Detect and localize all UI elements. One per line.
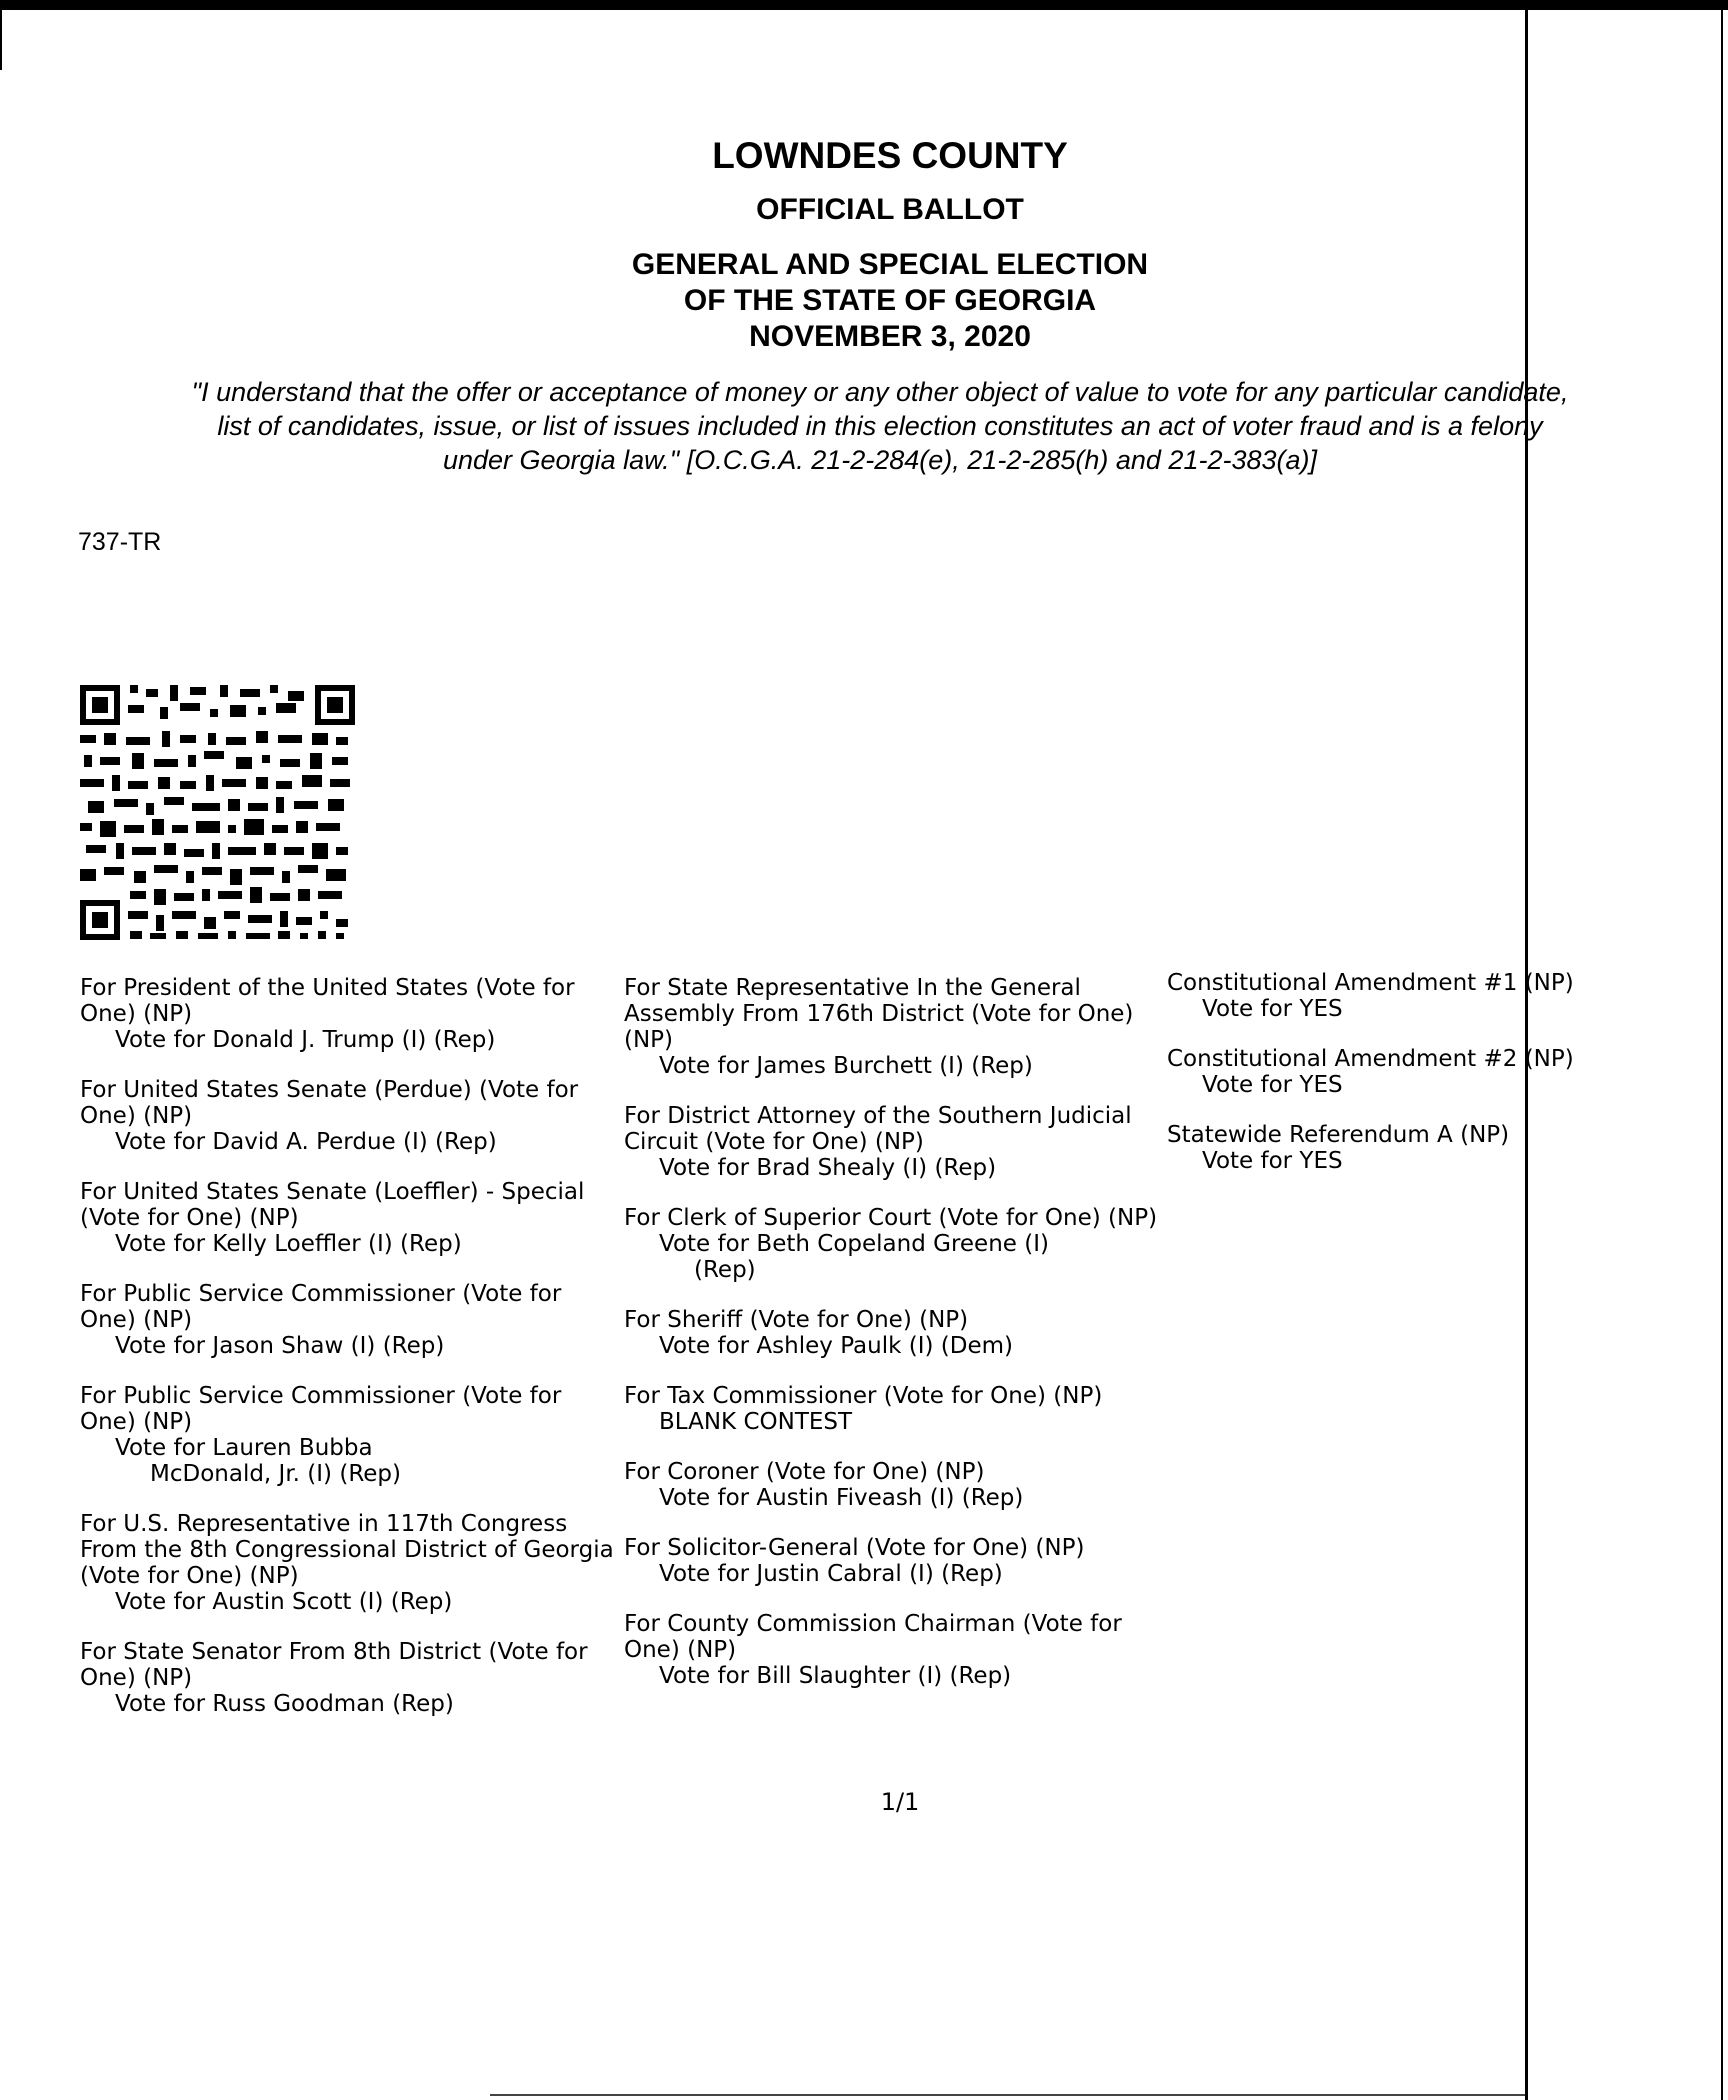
contest-president	[80, 975, 620, 1053]
left-border	[0, 0, 2, 70]
contest-vote-continued: (Rep)	[694, 1257, 756, 1283]
oath-line: list of candidates, issue, or list of issues included in this election constitutes an act of voter fraud and is a felony	[217, 411, 1543, 441]
contest-sheriff	[624, 1307, 1164, 1359]
contest-tax-commissioner	[624, 1383, 1164, 1435]
contest-title: For County Commission Chairman (Vote for One) (NP)	[624, 1611, 1122, 1663]
contest-title: For Coroner (Vote for One) (NP)	[624, 1459, 985, 1485]
contest-title: Constitutional Amendment #1 (NP)	[1167, 970, 1574, 996]
contest-title: For United States Senate (Perdue) (Vote for One) (NP)	[80, 1077, 579, 1129]
contest-title: For Public Service Commissioner (Vote for One) (NP)	[80, 1281, 562, 1333]
contest-vote: Vote for Justin Cabral (I) (Rep)	[659, 1561, 1003, 1587]
contest-us-representative	[80, 1511, 620, 1615]
ballot-id: 737-TR	[78, 528, 162, 556]
voter-fraud-oath	[60, 375, 1700, 477]
contest-state-senator	[80, 1639, 620, 1717]
election-line1: GENERAL AND SPECIAL ELECTION	[631, 248, 1149, 281]
contest-title: For United States Senate (Loeffler) - Special (Vote for One) (NP)	[80, 1179, 585, 1231]
contest-column-middle	[624, 975, 1164, 1713]
contest-vote: Vote for Jason Shaw (I) (Rep)	[115, 1333, 445, 1359]
bottom-border	[490, 2094, 1525, 2096]
contest-vote: Vote for YES	[1202, 996, 1343, 1022]
contest-vote: Vote for YES	[1202, 1072, 1343, 1098]
contest-vote: Vote for Beth Copeland Greene (I)	[659, 1231, 1049, 1257]
contest-vote: Vote for Austin Fiveash (I) (Rep)	[659, 1485, 1024, 1511]
contest-title: Statewide Referendum A (NP)	[1167, 1122, 1510, 1148]
contest-title: For State Representative In the General Assembly From 176th District (Vote for One) (NP)	[624, 975, 1134, 1053]
qr-code-icon	[80, 685, 355, 940]
election-title	[0, 247, 1728, 355]
contest-senate-perdue	[80, 1077, 620, 1155]
contest-vote: Vote for YES	[1202, 1148, 1343, 1174]
contest-vote: Vote for Bill Slaughter (I) (Rep)	[659, 1663, 1012, 1689]
contest-column-left	[80, 975, 620, 1741]
contest-title: For President of the United States (Vote for One) (NP)	[80, 975, 575, 1027]
county-title: LOWNDES COUNTY	[712, 135, 1068, 176]
contest-vote: Vote for James Burchett (I) (Rep)	[659, 1053, 1033, 1079]
contest-referendum-a	[1167, 1122, 1687, 1174]
election-line2: OF THE STATE OF GEORGIA	[683, 284, 1097, 317]
contest-clerk-superior-court	[624, 1205, 1164, 1283]
contest-district-attorney	[624, 1103, 1164, 1181]
contest-coroner	[624, 1459, 1164, 1511]
contest-title: For Solicitor-General (Vote for One) (NP)	[624, 1535, 1085, 1561]
contest-vote: Vote for David A. Perdue (I) (Rep)	[115, 1129, 497, 1155]
contest-vote: Vote for Brad Shealy (I) (Rep)	[659, 1155, 997, 1181]
top-border	[0, 0, 1728, 10]
page-number: 1/1	[880, 1788, 920, 1816]
contest-psc-1	[80, 1281, 620, 1359]
contest-solicitor-general	[624, 1535, 1164, 1587]
contest-amendment-1	[1167, 970, 1687, 1022]
contest-vote: Vote for Austin Scott (I) (Rep)	[115, 1589, 453, 1615]
contest-vote: Vote for Ashley Paulk (I) (Dem)	[659, 1333, 1013, 1359]
oath-line: under Georgia law." [O.C.G.A. 21-2-284(e), 21-2-285(h) and 21-2-383(a)]	[442, 445, 1318, 475]
contest-title: For District Attorney of the Southern Judicial Circuit (Vote for One) (NP)	[624, 1103, 1132, 1155]
contest-senate-loeffler	[80, 1179, 620, 1257]
contest-state-representative	[624, 975, 1164, 1079]
contest-vote: BLANK CONTEST	[659, 1409, 853, 1435]
contest-title: For Public Service Commissioner (Vote for One) (NP)	[80, 1383, 562, 1435]
contest-title: For Clerk of Superior Court (Vote for One) (NP)	[624, 1205, 1158, 1231]
contest-county-commission-chairman	[624, 1611, 1164, 1689]
contest-title: Constitutional Amendment #2 (NP)	[1167, 1046, 1574, 1072]
ballot-type: OFFICIAL BALLOT	[756, 193, 1024, 226]
oath-line: "I understand that the offer or acceptance of money or any other object of value to vote for any particular candidate,	[191, 377, 1569, 407]
contest-vote: Vote for Lauren Bubba	[115, 1435, 373, 1461]
contest-vote: Vote for Donald J. Trump (I) (Rep)	[115, 1027, 496, 1053]
election-date: NOVEMBER 3, 2020	[749, 320, 1031, 353]
contest-title: For Tax Commissioner (Vote for One) (NP)	[624, 1383, 1103, 1409]
contest-title: For U.S. Representative in 117th Congress From the 8th Congressional District of Georgia (Vote for One) (NP)	[80, 1511, 614, 1589]
contest-title: For State Senator From 8th District (Vote for One) (NP)	[80, 1639, 588, 1691]
contest-vote-continued: McDonald, Jr. (I) (Rep)	[150, 1461, 401, 1487]
contest-column-right	[1167, 970, 1687, 1198]
contest-vote: Vote for Kelly Loeffler (I) (Rep)	[115, 1231, 462, 1257]
contest-psc-2	[80, 1383, 620, 1487]
contest-amendment-2	[1167, 1046, 1687, 1098]
contest-vote: Vote for Russ Goodman (Rep)	[115, 1691, 454, 1717]
contest-title: For Sheriff (Vote for One) (NP)	[624, 1307, 969, 1333]
